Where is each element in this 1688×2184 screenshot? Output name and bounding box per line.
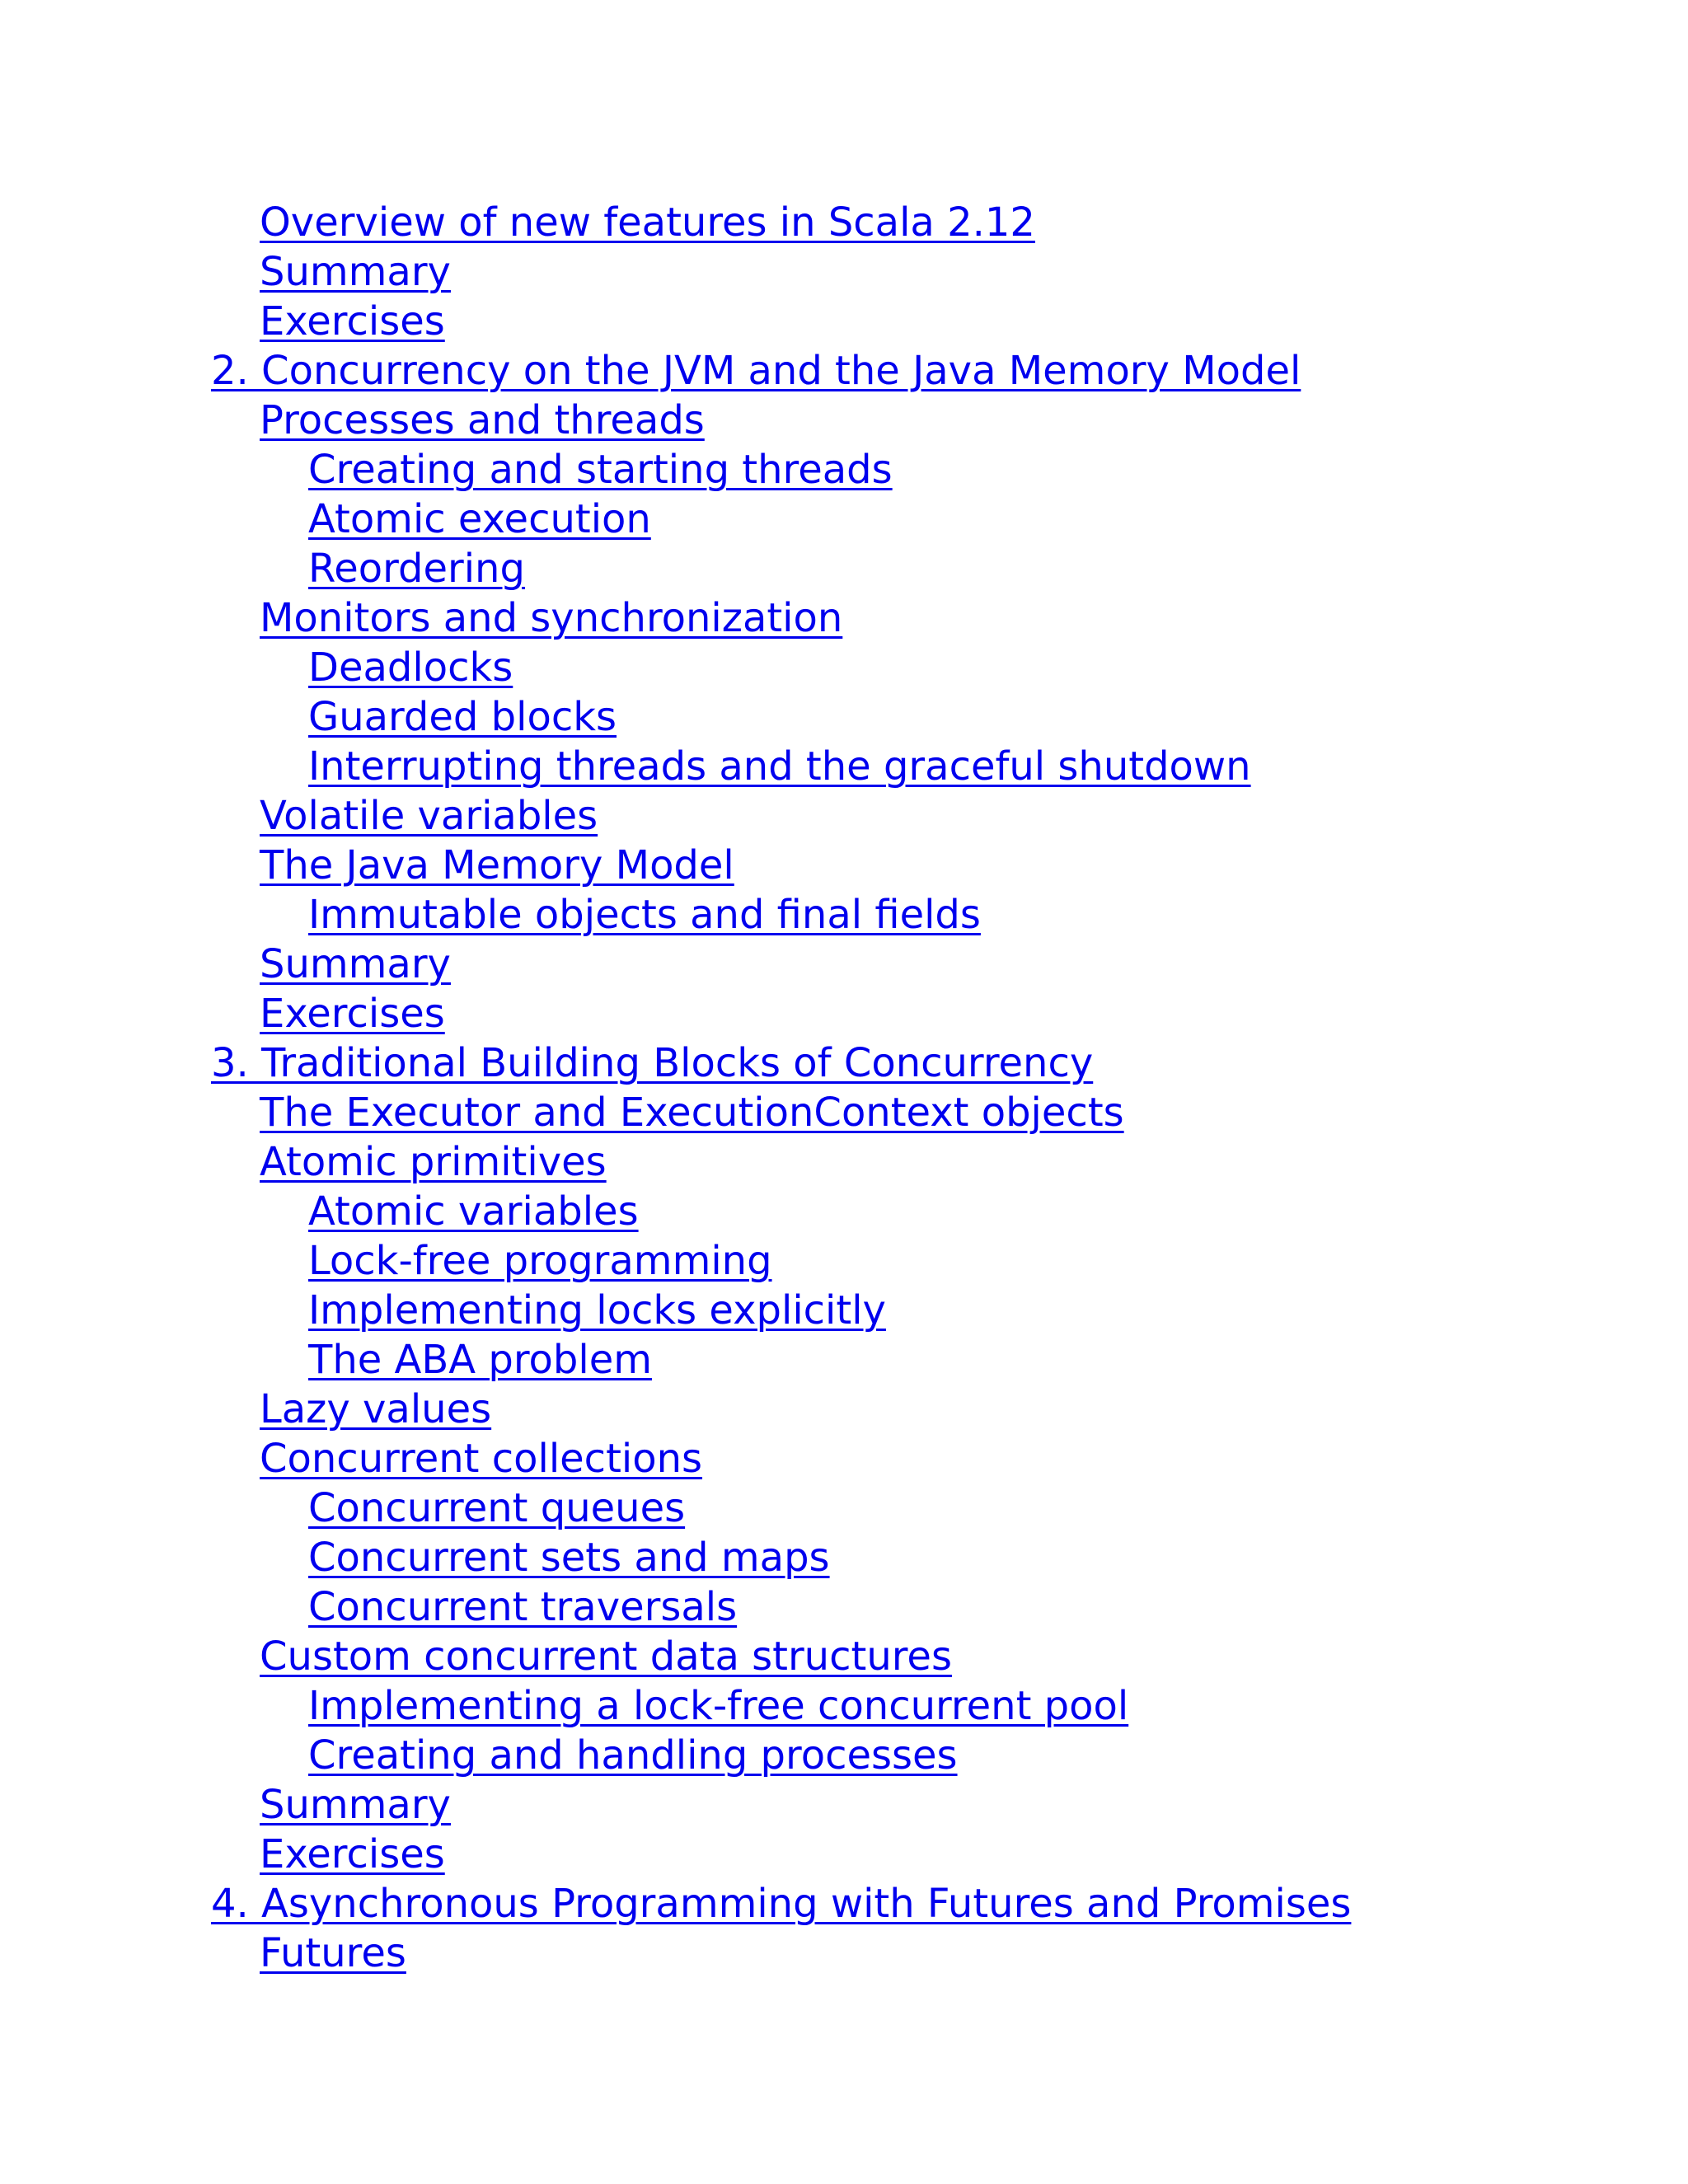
- toc-subitem: [0, 742, 1351, 791]
- toc-sublink[interactable]: Implementing a lock-free concurrent pool: [308, 1683, 1129, 1729]
- toc-item: [0, 198, 1351, 247]
- toc-sublink[interactable]: Reordering: [308, 546, 525, 592]
- toc-subitem: [0, 1533, 1351, 1582]
- toc-chapter: [0, 1038, 1351, 1088]
- toc-link[interactable]: Processes and threads: [260, 397, 705, 443]
- toc-subitem: [0, 1582, 1351, 1632]
- toc-chapter-link[interactable]: 2. Concurrency on the JVM and the Java Memory Model: [211, 348, 1301, 394]
- toc-item: [0, 1632, 1351, 1681]
- toc-subitem: [0, 643, 1351, 692]
- toc-sublink[interactable]: The ABA problem: [308, 1337, 652, 1383]
- toc-link[interactable]: Futures: [260, 1930, 406, 1976]
- toc-link[interactable]: The Executor and ExecutionContext objects: [260, 1090, 1124, 1136]
- toc-item: [0, 1137, 1351, 1187]
- toc-item: [0, 791, 1351, 841]
- toc-item: [0, 940, 1351, 989]
- toc-item: [0, 247, 1351, 297]
- toc-chapter: [0, 1879, 1351, 1929]
- toc-subitem: [0, 890, 1351, 940]
- toc-sublink[interactable]: Interrupting threads and the graceful shutdown: [308, 743, 1251, 790]
- toc-item: [0, 989, 1351, 1038]
- toc-chapter-link[interactable]: 4. Asynchronous Programming with Futures and Promises: [211, 1881, 1352, 1927]
- toc-link[interactable]: Exercises: [260, 991, 445, 1037]
- toc-chapter-link[interactable]: 3. Traditional Building Blocks of Concurrency: [211, 1040, 1094, 1086]
- toc-subitem: [0, 692, 1351, 742]
- toc-sublink[interactable]: Guarded blocks: [308, 694, 617, 740]
- toc-sublink[interactable]: Creating and handling processes: [308, 1732, 958, 1779]
- toc-link[interactable]: Lazy values: [260, 1386, 492, 1432]
- toc-sublink[interactable]: Atomic execution: [308, 496, 651, 542]
- toc-sublink[interactable]: Concurrent traversals: [308, 1584, 738, 1630]
- toc-link[interactable]: Monitors and synchronization: [260, 595, 843, 641]
- toc-link[interactable]: Exercises: [260, 1831, 445, 1877]
- toc-subitem: [0, 1236, 1351, 1286]
- toc-item: [0, 593, 1351, 643]
- toc-link[interactable]: Summary: [260, 249, 451, 295]
- toc-item: [0, 1385, 1351, 1434]
- toc-sublink[interactable]: Creating and starting threads: [308, 447, 893, 493]
- toc-item: [0, 1929, 1351, 1978]
- toc-sublink[interactable]: Immutable objects and final fields: [308, 892, 981, 938]
- toc-subitem: [0, 1335, 1351, 1385]
- toc-item: [0, 1780, 1351, 1830]
- toc-link[interactable]: Custom concurrent data structures: [260, 1633, 952, 1680]
- toc-subitem: [0, 1187, 1351, 1236]
- toc-item: [0, 297, 1351, 346]
- toc-subitem: [0, 1731, 1351, 1780]
- toc-subitem: [0, 1286, 1351, 1335]
- toc-sublink[interactable]: Concurrent queues: [308, 1485, 686, 1531]
- toc-sublink[interactable]: Concurrent sets and maps: [308, 1535, 830, 1581]
- toc-link[interactable]: Concurrent collections: [260, 1436, 703, 1482]
- toc-link[interactable]: Volatile variables: [260, 793, 598, 839]
- toc-item: [0, 1830, 1351, 1879]
- toc-subitem: [0, 494, 1351, 544]
- toc-subitem: [0, 1483, 1351, 1533]
- toc-subitem: [0, 1681, 1351, 1731]
- toc-item: [0, 1434, 1351, 1483]
- toc-sublink[interactable]: Deadlocks: [308, 644, 513, 691]
- table-of-contents: [0, 198, 1351, 1978]
- toc-sublink[interactable]: Lock-free programming: [308, 1238, 772, 1284]
- toc-subitem: [0, 544, 1351, 593]
- toc-sublink[interactable]: Implementing locks explicitly: [308, 1287, 886, 1333]
- toc-link[interactable]: The Java Memory Model: [260, 842, 734, 888]
- toc-link[interactable]: Atomic primitives: [260, 1139, 607, 1185]
- toc-item: [0, 1088, 1351, 1137]
- toc-link[interactable]: Overview of new features in Scala 2.12: [260, 199, 1035, 246]
- toc-item: [0, 396, 1351, 445]
- toc-item: [0, 841, 1351, 890]
- toc-subitem: [0, 445, 1351, 494]
- toc-chapter: [0, 346, 1351, 396]
- toc-link[interactable]: Summary: [260, 941, 451, 987]
- toc-link[interactable]: Exercises: [260, 298, 445, 344]
- toc-sublink[interactable]: Atomic variables: [308, 1188, 639, 1235]
- toc-link[interactable]: Summary: [260, 1782, 451, 1828]
